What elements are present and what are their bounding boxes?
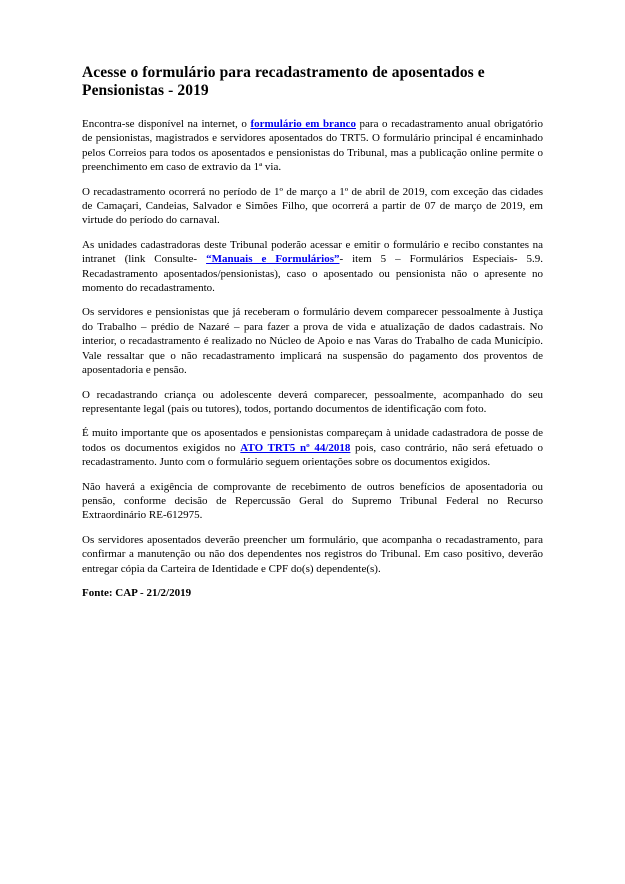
paragraph-text: É muito importante que os aposentados e pensionistas compareçam à unidade cadastradora de posse de todos os documentos exigidos no	[82, 427, 543, 454]
paragraph	[82, 117, 543, 175]
paragraph-text: para o recadastramento anual obrigatório de pensionistas, magistrados e servidores aposentados do TRT5. O formulário principal é encaminhado pelos Correios para todos os aposentados e pensionistas do Tribunal, mas a publicação online permite o preenchimento em caso de extravio da 1ª via.	[82, 118, 543, 174]
paragraph	[82, 533, 543, 576]
paragraph-text: Os servidores e pensionistas que já receberam o formulário devem comparecer pessoalmente à Justiça do Trabalho – prédio de Nazaré – para fazer a prova de vida e atualização de dados cadastrais. No interior, o recadastramento é realizado no Núcleo de Apoio e nas Varas do Trabalho de cada Município. Vale ressaltar que o não recadastramento implicará na suspensão do pagamento dos proventos de aposentadoria e pensão.	[82, 306, 543, 377]
paragraph	[82, 426, 543, 469]
source-line: Fonte: CAP - 21/2/2019	[82, 586, 192, 599]
paragraph-text: Os servidores aposentados deverão preencher um formulário, que acompanha o recadastramento, para confirmar a manutenção ou não dos dependentes nos registros do Tribunal. Em caso positivo, deverão entregar cópia da Carteira de Identidade e CPF do(s) dependente(s).	[82, 533, 543, 575]
paragraph	[82, 388, 543, 417]
paragraph-text: Não haverá a exigência de comprovante de recebimento de outros benefícios de aposentadoria ou pensão, conforme decisão de Repercussão Geral do Supremo Tribunal Federal no Recurso Extraordinário RE-612975.	[82, 480, 543, 522]
page-title: Acesse o formulário para recadastramento de aposentados e Pensionistas - 2019	[82, 64, 485, 99]
paragraph	[82, 305, 543, 377]
paragraph	[82, 238, 543, 296]
paragraph-text: O recadastramento ocorrerá no período de 1º de março a 1º de abril de 2019, com exceção das cidades de Camaçari, Candeias, Salvador e Simões Filho, que ocorrerá a partir de 07 de março de 2019, em virtude do período do carnaval.	[82, 185, 543, 227]
ato-trt5-44-2018-link[interactable]: ATO TRT5 nº 44/2018	[240, 441, 351, 454]
paragraph	[82, 480, 543, 523]
paragraph-text: pois, caso contrário, não será efetuado o recadastramento. Junto com o formulário seguem orientações sobre os documentos exigidos.	[82, 441, 543, 469]
document-paragraphs	[82, 117, 543, 576]
paragraph-text: As unidades cadastradoras deste Tribunal poderão acessar e emitir o formulário e recibo constantes na intranet (link Consulte-	[82, 238, 543, 266]
paragraph-text: - item 5 – Formulários Especiais- 5.9. Recadastramento aposentados/pensionistas), caso o aposentado ou pensionista não o apresente no momento do recadastramento.	[82, 253, 543, 295]
paragraph-text: Encontra-se disponível na internet, o	[82, 118, 251, 130]
paragraph	[82, 185, 543, 228]
paragraph-text: O recadastrando criança ou adolescente deverá comparecer, pessoalmente, acompanhado do seu representante legal (pais ou tutores), todos, portando documentos de identificação com foto.	[82, 388, 543, 415]
formulario-em-branco-link[interactable]: formulário em branco	[250, 118, 356, 130]
manuais-e-formularios-link[interactable]: “Manuais e Formulários”	[206, 253, 340, 266]
